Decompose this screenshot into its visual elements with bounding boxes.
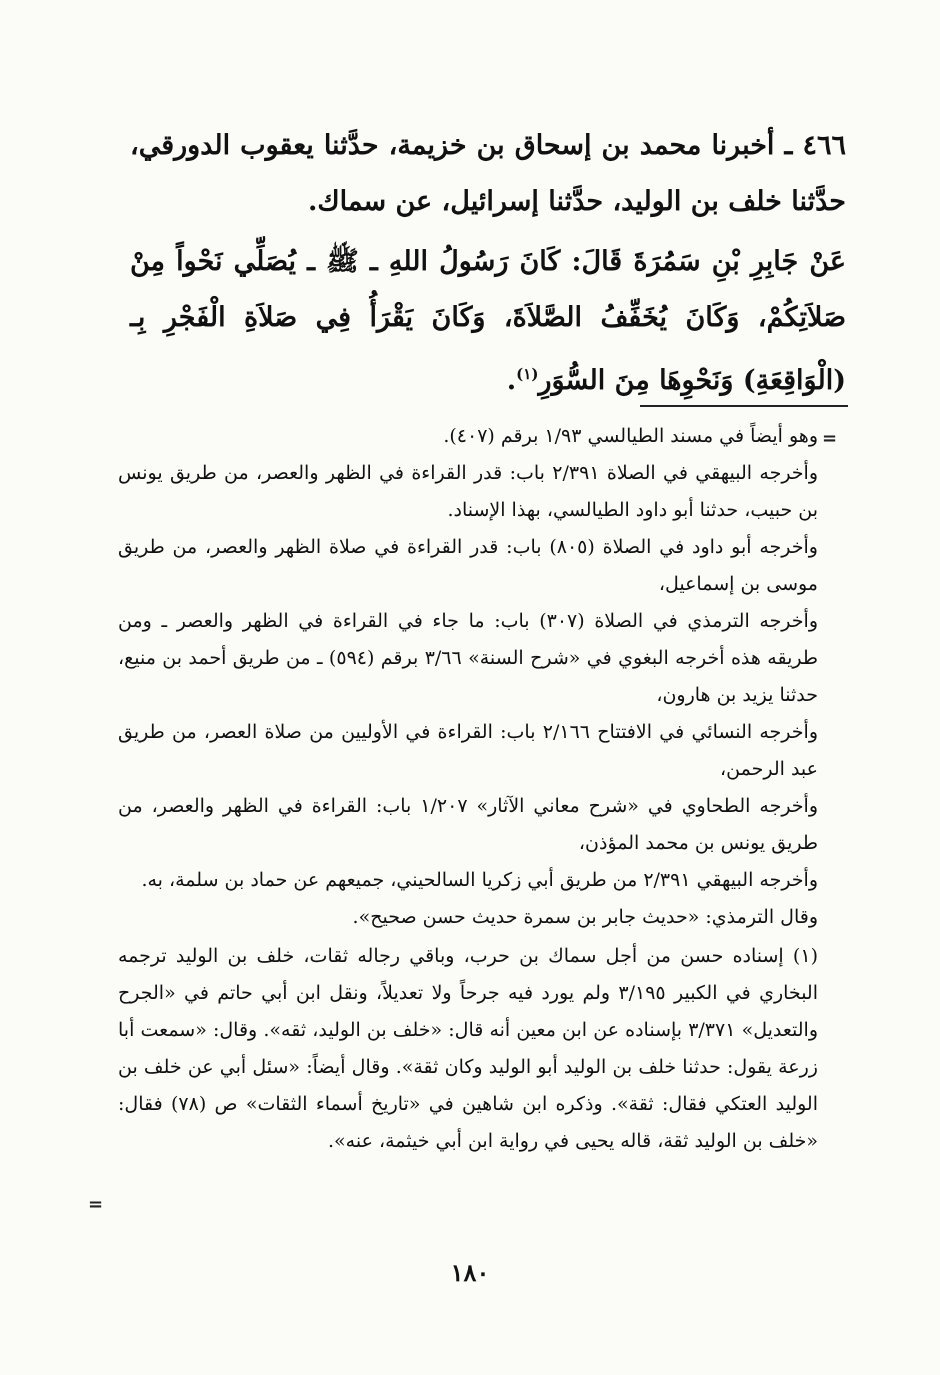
note-line: وأخرجه أبو داود في الصلاة (٨٠٥) باب: قدر القراءة في صلاة الظهر والعصر، من طريق موسى بن إسماعيل، xyxy=(118,536,818,595)
hadith-matn-text: عَنْ جَابِرِ بْنِ سَمُرَةَ قَالَ: كَانَ رَسُولُ اللهِ ـ ﷺ ـ يُصَلِّي نَحْواً مِنْ صَلاَتِكُمْ، وَكَانَ يُخَفِّفُ الصَّلاَةَ، وَكَانَ يَقْرَأُ فِي صَلاَةِ الْفَجْرِ بِـ (الْوَاقِعَةِ) وَنَحْوِهَا مِنَ السُّوَرِ xyxy=(130,246,846,396)
hadith-matn xyxy=(130,234,846,409)
hadith-end: . xyxy=(506,365,517,396)
footnotes xyxy=(118,418,818,1160)
note-line: وأخرجه الترمذي في الصلاة (٣٠٧) باب: ما جاء في القراءة في الظهر والعصر ـ ومن طريقه هذه أخرجه البغوي في «شرح السنة» ٣/٦٦ برقم (٥٩٤) ـ من طريق أحمد بن منيع، حدثنا يزيد بن هارون، xyxy=(118,610,818,706)
main-text xyxy=(130,118,846,409)
hadith-isnad: ٤٦٦ ـ أخبرنا محمد بن إسحاق بن خزيمة، حدَّثنا يعقوب الدورقي، حدَّثنا خلف بن الوليد، حدَّثنا إسرائيل، عن سماك. xyxy=(130,130,846,217)
footnote-separator xyxy=(640,405,848,407)
note-line: وأخرجه البيهقي في الصلاة ٢/٣٩١ باب: قدر القراءة في الظهر والعصر، من طريق يونس بن حبيب، حدثنا أبو داود الطيالسي، بهذا الإسناد. xyxy=(118,462,818,521)
note-line: وأخرجه البيهقي ٢/٣٩١ من طريق أبي زكريا السالحيني، جميعهم عن حماد بن سلمة، به. xyxy=(141,869,818,891)
note-line: وأخرجه الطحاوي في «شرح معاني الآثار» ١/٢٠٧ باب: القراءة في الظهر والعصر، من طريق يونس بن محمد المؤذن، xyxy=(118,795,818,854)
continuation-marker-top: = xyxy=(822,428,838,449)
page-number: ١٨٠ xyxy=(450,1258,490,1287)
note-line: وأخرجه النسائي في الافتتاح ٢/١٦٦ باب: القراءة في الأوليين من صلاة العصر، من طريق عبد الرحمن، xyxy=(118,721,818,780)
note-line: وقال الترمذي: «حديث جابر بن سمرة حديث حسن صحيح». xyxy=(352,906,818,928)
footnote-1: (١) إسناده حسن من أجل سماك بن حرب، وباقي رجاله ثقات، خلف بن الوليد ترجمه البخاري في الكبير ٣/١٩٥ ولم يورد فيه جرحاً ولا تعديلاً، ونقل ابن أبي حاتم في «الجرح والتعديل» ٣/٣٧١ بإسناده عن ابن معين أنه قال: «خلف بن الوليد، ثقه». وقال: «سمعت أبا زرعة يقول: حدثنا خلف بن الوليد أبو الوليد وكان ثقة». وقال أيضاً: «سئل أبي عن خلف بن الوليد العتكي فقال: ثقة». وذكره ابن شاهين في «تاريخ أسماء الثقات» ص (٧٨) فقال: «خلف بن الوليد ثقة، قاله يحيى في رواية ابن أبي خيثمة، عنه». xyxy=(118,945,818,1152)
continuation-marker-bottom: = xyxy=(88,1194,104,1215)
footnote-ref-1: (١) xyxy=(516,365,539,383)
note-line: وهو أيضاً في مسند الطيالسي ١/٩٣ برقم (٤٠٧). xyxy=(443,425,818,447)
